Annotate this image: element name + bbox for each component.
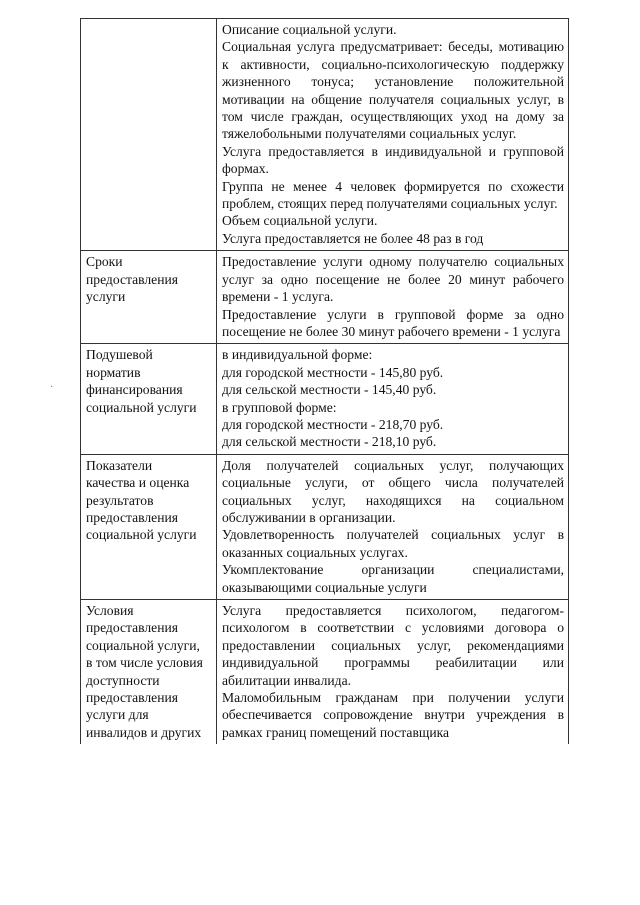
content-paragraph: Предоставление услуги в групповой форме за одно посещение не более 30 минут рабочего времени - 1 услуга	[222, 306, 564, 339]
table-row-description	[81, 19, 569, 251]
content-paragraph: для городской местности - 218,70 руб.	[222, 416, 444, 432]
row-label-cell	[81, 251, 217, 344]
row-label-line: доступности	[86, 672, 160, 688]
content-paragraph: Услуга предоставляется психологом, педагогом-психологом в соответствии с условиями договора о предоставлении социальных услуг, рекомендациями индивидуальной программы реабилитации или абилитации инвалида.	[222, 603, 564, 688]
row-label-line: социальной услуги	[86, 527, 197, 543]
row-label-line: предоставления	[86, 509, 179, 525]
row-label-line: Подушевой	[86, 347, 153, 363]
content-paragraph: Описание социальной услуги.	[222, 22, 397, 37]
content-paragraph: Объем социальной услуги.	[222, 213, 378, 229]
row-label-line: результатов	[86, 492, 154, 508]
row-label-line: Показатели	[86, 457, 153, 473]
row-label-line: норматив	[86, 364, 141, 380]
row-label-cell	[81, 344, 217, 454]
content-paragraph: для городской местности - 145,80 руб.	[222, 364, 444, 380]
row-label-line: в том числе условия	[86, 655, 203, 671]
row-label-line: социальной услуги	[86, 399, 197, 415]
content-paragraph: для сельской местности - 145,40 руб.	[222, 382, 437, 398]
row-content-cell	[217, 19, 569, 251]
row-content-cell	[217, 344, 569, 454]
row-content-cell	[217, 600, 569, 745]
table-row-per-capita-norm	[81, 344, 569, 454]
content-paragraph: для сельской местности - 218,10 руб.	[222, 434, 437, 450]
row-label-cell	[81, 600, 217, 745]
row-label-line: предоставления	[86, 620, 179, 636]
content-paragraph: Укомплектование организации специалистами, оказывающими социальные услуги	[222, 562, 564, 595]
table-row-quality-indicators	[81, 454, 569, 599]
content-paragraph: Предоставление услуги одному получателю социальных услуг за одно посещение не более 20 минут рабочего времени - 1 услуга.	[222, 254, 564, 305]
row-label-line: инвалидов и других	[86, 724, 202, 740]
row-label-line: Сроки	[86, 254, 123, 270]
row-label-line: услуги для	[86, 707, 149, 723]
content-paragraph: Маломобильным гражданам при получении услуги обеспечивается сопровождение внутри учреждения в рамках границ помещений поставщика	[222, 690, 564, 740]
row-label-line: Условия	[86, 603, 134, 618]
content-paragraph: в индивидуальной форме:	[222, 347, 373, 363]
row-label-line: социальной услуги,	[86, 637, 200, 653]
table-row-service-conditions	[81, 600, 569, 745]
content-paragraph: в групповой форме:	[222, 399, 337, 415]
row-label-line: предоставления	[86, 690, 179, 706]
content-paragraph: Услуга предоставляется в индивидуальной и групповой формах.	[222, 143, 564, 177]
row-label-line: финансирования	[86, 382, 183, 398]
content-paragraph: Группа не менее 4 человек формируется по схожести проблем, стоящих перед получателями социальных услуг.	[222, 178, 564, 212]
scan-speck: ·	[50, 382, 54, 393]
content-paragraph: Социальная услуга предусматривает: беседы, мотивацию к активности, социально-психологическую поддержку жизненного тонуса; установление положительной мотивации на общение получателя социальных услуг, в том числе граждан, осуществляющих уход на дому за тяжелобольными получателями социальных услуг.	[222, 39, 564, 142]
row-label-line: качества и оценка	[86, 475, 190, 491]
content-paragraph: Удовлетворенность получателей социальных услуг в оказанных социальных услугах.	[222, 527, 564, 560]
table-row-service-terms	[81, 251, 569, 344]
row-label-line: предоставления	[86, 271, 179, 287]
row-content-cell	[217, 454, 569, 599]
row-label-cell	[81, 19, 217, 251]
content-paragraph: Услуга предоставляется не более 48 раз в год	[222, 230, 484, 246]
content-paragraph: Доля получателей социальных услуг, получающих социальные услуги, от общего числа получателей социальных услуг, находящихся на социальном обслуживании в организации.	[222, 457, 564, 525]
row-label-cell	[81, 454, 217, 599]
services-table	[80, 18, 569, 744]
row-label-line: услуги	[86, 289, 126, 305]
row-content-cell	[217, 251, 569, 344]
